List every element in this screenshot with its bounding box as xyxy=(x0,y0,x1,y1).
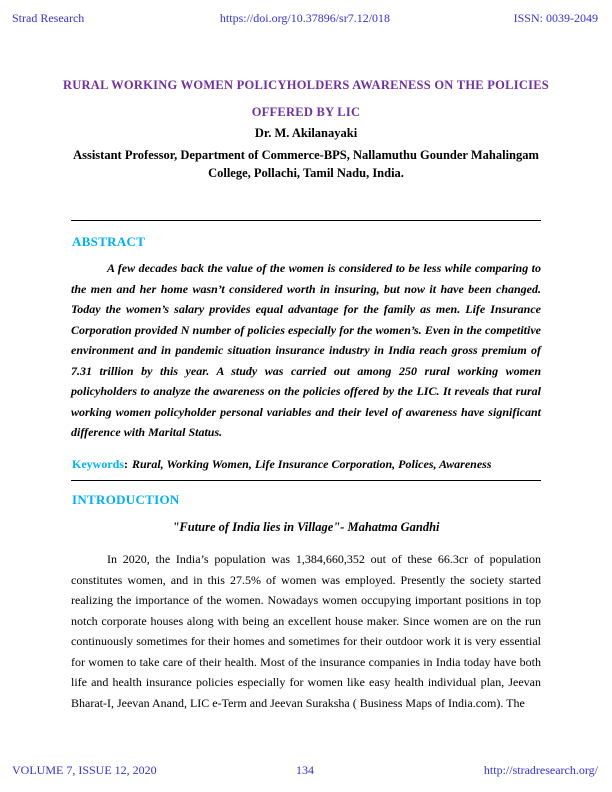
doi-link[interactable]: https://doi.org/10.37896/sr7.12/018 xyxy=(219,11,391,25)
footer-volume-issue: VOLUME 7, ISSUE 12, 2020 xyxy=(12,763,157,777)
keywords-label: Keywords xyxy=(72,457,124,471)
article-title-line-2: OFFERED BY LIC xyxy=(251,105,361,119)
keywords-colon: : xyxy=(124,457,128,471)
journal-name: Strad Research xyxy=(12,11,85,25)
footer-page-number: 134 xyxy=(295,763,314,777)
keywords-line xyxy=(72,457,542,472)
issn-label: ISSN: 0039-2049 xyxy=(513,11,598,25)
section-divider-top xyxy=(71,220,541,221)
abstract-paragraph: A few decades back the value of the women is considered to be less while comparing to the men and her home wasn’t considered worth in insuring, but now it have been changed. Today the women’s salary provides equal advantage for the family as men. Life Insurance Corporation provided N number of policies especially for the women’s. Even in the competitive environment and in pandemic situation insurance industry in India reach gross premium of 7.31 trillion by this year. A study was carried out among 250 rural working women policyholders to analyze the awareness on the policies offered by the LIC. It reveals that rural working women policyholder personal variables and their level of awareness have significant difference with Marital Status. xyxy=(71,261,541,439)
introduction-quote: "Future of India lies in Village"- Mahatma Gandhi xyxy=(172,520,440,534)
author-affiliation: Assistant Professor, Department of Commerce-BPS, Nallamuthu Gounder Mahalingam College, Pollachi, Tamil Nadu, India. xyxy=(73,148,539,180)
introduction-heading: INTRODUCTION xyxy=(72,492,180,507)
article-title xyxy=(56,72,556,126)
footer-url[interactable]: http://stradresearch.org/ xyxy=(483,763,598,777)
abstract-heading: ABSTRACT xyxy=(72,234,146,249)
page-footer xyxy=(12,763,598,778)
section-divider-keywords xyxy=(71,480,541,481)
keywords-value: Rural, Working Women, Life Insurance Corporation, Polices, Awareness xyxy=(132,457,492,471)
introduction-paragraph: In 2020, the India’s population was 1,384,660,352 out of these 66.3cr of population constitutes women, and in this 27.5% of women was employed. Presently the society started realizing the importance of the women. Nowadays women occupying important positions in top notch corporate houses along with being an excellent house maker. Since women are on the run continuously sometimes for their homes and sometimes for their outdoor work it is very essential for women to take care of their health. Most of the insurance companies in India today have both life and health insurance policies especially for women like easy health individual plan, Jeevan Bharat-I, Jeevan Anand, LIC e-Term and Jeevan Suraksha ( Business Maps of India.com). The xyxy=(71,552,541,710)
page-header xyxy=(12,11,598,26)
author-name: Dr. M. Akilanayaki xyxy=(254,126,358,140)
article-title-line-1: RURAL WORKING WOMEN POLICYHOLDERS AWARENESS ON THE POLICIES xyxy=(62,78,550,92)
